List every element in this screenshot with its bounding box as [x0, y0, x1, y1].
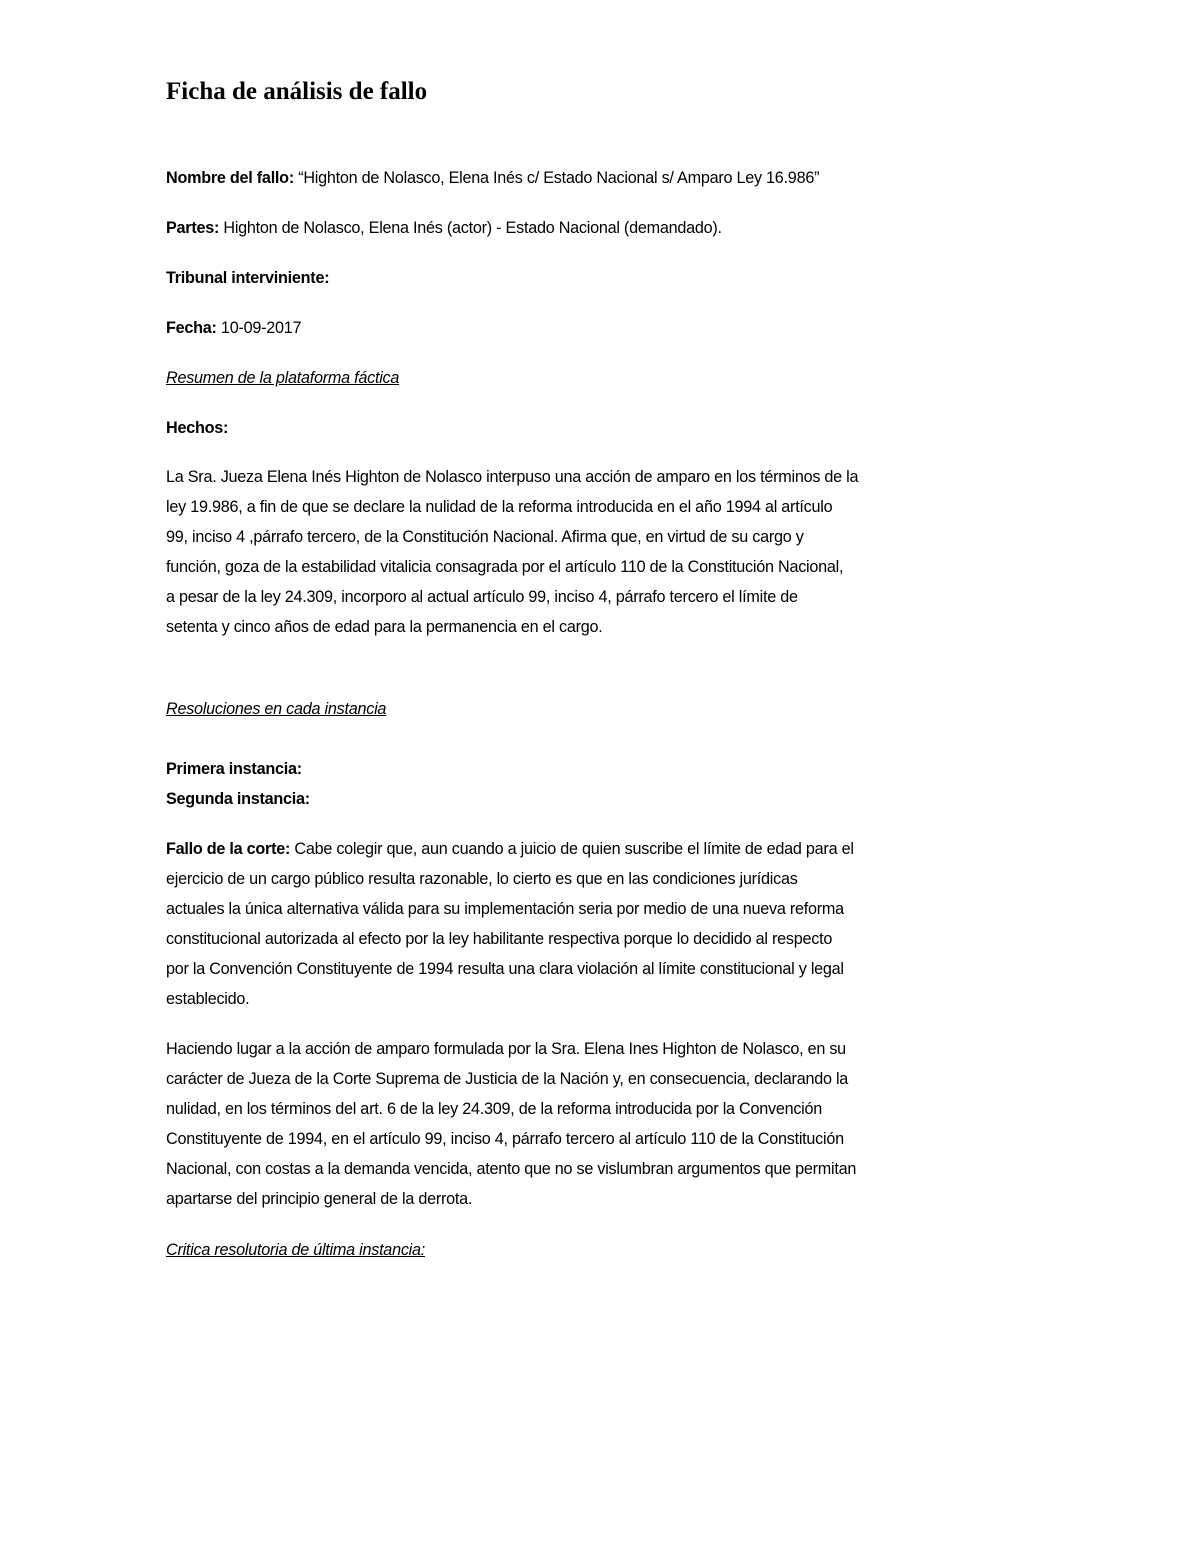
hechos-line: a pesar de la ley 24.309, incorporo al actual artículo 99, inciso 4, párrafo tercero el límite de [166, 588, 798, 606]
hechos-line: ley 19.986, a fin de que se declare la nulidad de la reforma introducida en el año 1994 al artículo [166, 498, 833, 516]
field-nombre [166, 168, 819, 188]
fallo-text: Cabe colegir que, aun cuando a juicio de quien suscribe el límite de edad para el [290, 840, 854, 858]
fallo-line: ejercicio de un cargo público resulta razonable, lo cierto es que en las condiciones jurídicas [166, 870, 798, 888]
fallo-line: actuales la única alternativa válida para su implementación seria por medio de una nueva reforma [166, 900, 844, 918]
section-heading-resoluciones: Resoluciones en cada instancia [166, 700, 387, 718]
field-value: 10-09-2017 [216, 319, 302, 337]
haciendo-line: Constituyente de 1994, en el artículo 99, inciso 4, párrafo tercero al artículo 110 de la Constitución [166, 1130, 844, 1148]
field-label: Partes: [166, 219, 220, 237]
segunda-instancia-label: Segunda instancia: [166, 790, 310, 808]
hechos-label: Hechos: [166, 419, 229, 437]
hechos-line: setenta y cinco años de edad para la permanencia en el cargo. [166, 618, 603, 636]
fallo-line [166, 839, 854, 859]
fallo-line: constitucional autorizada al efecto por la ley habilitante respectiva porque lo decidido al respecto [166, 930, 833, 948]
hechos-line: función, goza de la estabilidad vitalicia consagrada por el artículo 110 de la Constitución Nacional, [166, 558, 844, 576]
field-partes [166, 218, 722, 238]
hechos-line: La Sra. Jueza Elena Inés Highton de Nolasco interpuso una acción de amparo en los términos de la [166, 468, 859, 486]
section-heading-critica: Critica resolutoria de última instancia: [166, 1241, 426, 1259]
field-value: Highton de Nolasco, Elena Inés (actor) - Estado Nacional (demandado). [219, 219, 722, 237]
field-label: Nombre del fallo: [166, 169, 294, 187]
document-title: Ficha de análisis de fallo [166, 78, 428, 105]
field-value: “Highton de Nolasco, Elena Inés c/ Estado Nacional s/ Amparo Ley 16.986” [293, 169, 820, 187]
fallo-line: establecido. [166, 990, 250, 1008]
field-tribunal: Tribunal interviniente: [166, 269, 330, 287]
haciendo-line: Nacional, con costas a la demanda vencida, atento que no se vislumbran argumentos que permitan [166, 1160, 857, 1178]
hechos-line: 99, inciso 4 ,párrafo tercero, de la Constitución Nacional. Afirma que, en virtud de su cargo y [166, 528, 804, 546]
section-heading-resumen: Resumen de la plataforma fáctica [166, 369, 400, 387]
primera-instancia-label: Primera instancia: [166, 760, 302, 778]
fallo-label: Fallo de la corte: [166, 840, 291, 858]
field-fecha [166, 318, 301, 338]
haciendo-line: nulidad, en los términos del art. 6 de la ley 24.309, de la reforma introducida por la Convención [166, 1100, 823, 1118]
fallo-line: por la Convención Constituyente de 1994 resulta una clara violación al límite constitucional y legal [166, 960, 844, 978]
haciendo-line: Haciendo lugar a la acción de amparo formulada por la Sra. Elena Ines Highton de Nolasco, en su [166, 1040, 846, 1058]
haciendo-line: carácter de Jueza de la Corte Suprema de Justicia de la Nación y, en consecuencia, declarando la [166, 1070, 849, 1088]
field-label: Fecha: [166, 319, 217, 337]
haciendo-line: apartarse del principio general de la derrota. [166, 1190, 473, 1208]
